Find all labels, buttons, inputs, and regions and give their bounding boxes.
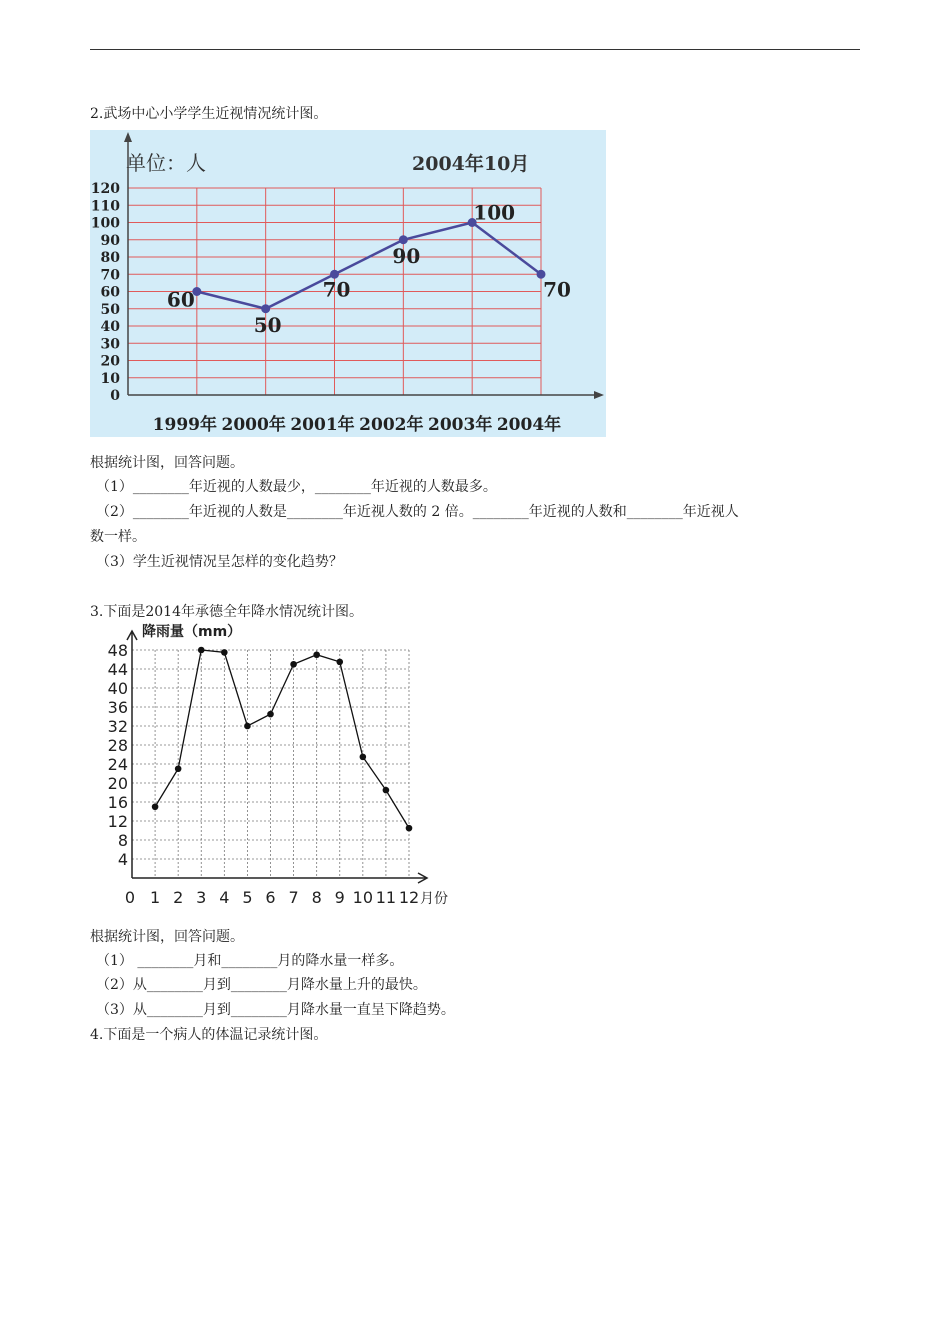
y-tick-label: 50	[100, 301, 120, 318]
question-3-prompt: 根据统计图，回答问题。	[90, 929, 244, 945]
data-point	[383, 787, 390, 794]
rainfall-line-chart	[100, 620, 460, 910]
y-tick-label: 36	[107, 698, 128, 717]
x-tick-label: 10	[352, 888, 374, 907]
x-tick-label: 1	[149, 888, 161, 907]
y-tick-label: 4	[117, 850, 128, 869]
y-tick-label: 28	[107, 736, 128, 755]
x-tick-label: 8	[311, 888, 322, 907]
data-point	[175, 765, 182, 772]
y-tick-labels	[108, 641, 128, 869]
data-point	[267, 711, 274, 718]
x-tick-label: 5	[242, 888, 253, 907]
data-label: 50	[253, 312, 282, 337]
x-tick-label: 1999年	[152, 415, 217, 435]
date-label: 2004年10月	[412, 153, 530, 175]
y-tick-label: 20	[100, 353, 120, 370]
y-axis-label: 降雨量（mm）	[142, 624, 242, 640]
header-rule	[90, 49, 860, 50]
x-tick-labels	[125, 888, 419, 907]
question-2-title: 2.武场中心小学学生近视情况统计图。	[90, 106, 328, 122]
x-tick-label: 6	[265, 888, 276, 907]
x-tick-label: 7	[288, 888, 299, 907]
question-2-line-3: 数一样。	[90, 529, 146, 545]
data-label: 90	[392, 243, 421, 268]
x-tick-label: 9	[334, 888, 345, 907]
x-tick-label: 2003年	[428, 415, 493, 435]
data-point	[244, 723, 251, 730]
data-label: 60	[166, 287, 195, 312]
question-2-prompt: 根据统计图，回答问题。	[90, 455, 244, 471]
y-tick-label: 48	[107, 641, 128, 660]
x-tick-label: 0	[124, 888, 136, 907]
y-tick-label: 0	[110, 388, 120, 404]
y-tick-label: 110	[90, 198, 120, 215]
x-tick-label: 2002年	[359, 415, 424, 435]
x-tick-label: 4	[219, 888, 230, 907]
x-tick-label: 2000年	[221, 415, 286, 435]
y-tick-label: 12	[107, 812, 128, 831]
data-point	[152, 803, 159, 810]
data-label: 70	[322, 277, 351, 302]
x-tick-label: 2004年	[496, 415, 562, 435]
x-tick-label: 2001年	[290, 415, 355, 435]
data-label: 100	[473, 200, 516, 225]
series-points	[152, 647, 413, 832]
y-tick-label: 40	[107, 679, 128, 698]
x-axis-label: 月份	[420, 891, 448, 907]
data-point	[198, 647, 205, 654]
y-tick-label: 8	[117, 831, 128, 850]
question-2-line-4: （3）学生近视情况呈怎样的变化趋势？	[96, 554, 343, 570]
y-tick-label: 80	[100, 250, 120, 266]
data-label: 70	[543, 277, 571, 302]
y-tick-label: 70	[100, 267, 120, 284]
y-tick-label: 32	[107, 717, 128, 736]
data-point	[336, 659, 343, 666]
x-tick-label: 3	[196, 888, 207, 907]
data-point	[406, 825, 413, 832]
y-tick-label: 16	[107, 793, 128, 812]
question-4-title: 4.下面是一个病人的体温记录统计图。	[90, 1027, 328, 1043]
x-tick-label: 12	[398, 888, 420, 907]
data-point	[313, 651, 320, 658]
data-point	[290, 661, 297, 668]
y-tick-label: 10	[100, 370, 120, 387]
question-3-line-2: （2）从________月到________月降水量上升的最快。	[96, 977, 427, 993]
question-3-title: 3.下面是2014年承德全年降水情况统计图。	[90, 604, 363, 620]
y-tick-label: 120	[90, 181, 120, 197]
y-tick-label: 30	[100, 336, 120, 353]
y-tick-label: 44	[107, 660, 128, 679]
y-tick-label: 24	[107, 755, 128, 774]
y-tick-label: 60	[100, 284, 120, 301]
question-2-line-2: （2）________年近视的人数是________年近视人数的 2 倍。________年近视的人数和________年近视人	[96, 504, 739, 520]
x-tick-label: 11	[375, 888, 397, 907]
y-tick-label: 100	[90, 215, 120, 232]
y-tick-label: 90	[100, 232, 120, 249]
data-point	[360, 754, 367, 761]
question-3-line-1: （1） ________月和________月的降水量一样多。	[96, 953, 404, 969]
x-tick-label: 2	[173, 888, 184, 907]
y-tick-label: 40	[100, 319, 120, 335]
unit-label: 单位：人	[126, 151, 206, 175]
y-tick-label: 20	[107, 774, 128, 793]
question-2-line-1: （1）________年近视的人数最少，________年近视的人数最多。	[96, 479, 497, 495]
data-point	[221, 649, 228, 656]
question-3-line-3: （3）从________月到________月降水量一直呈下降趋势。	[96, 1002, 455, 1018]
series-line	[155, 650, 409, 828]
myopia-line-chart	[90, 130, 606, 437]
